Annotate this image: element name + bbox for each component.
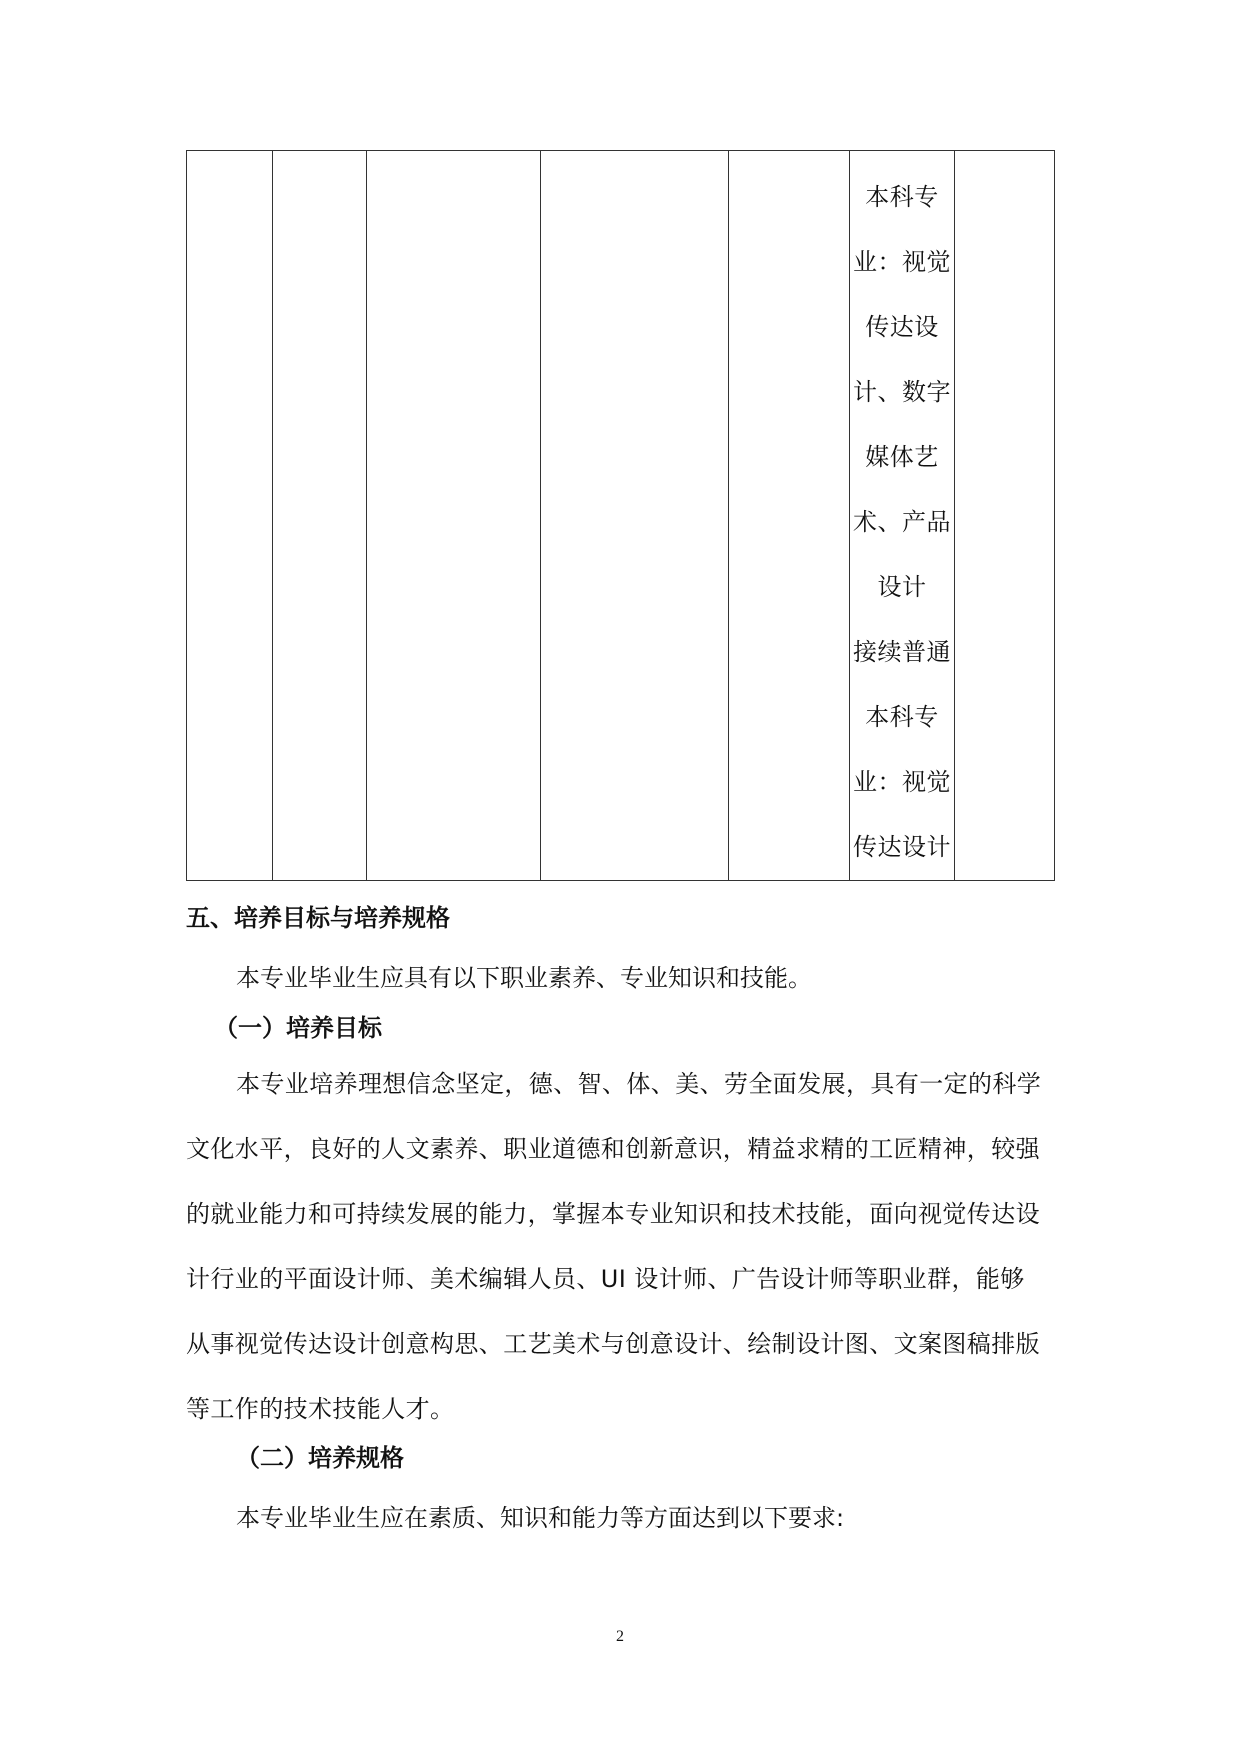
continuation-table bbox=[186, 150, 1055, 881]
paragraph-line: 的就业能力和可持续发展的能力，掌握本专业知识和技术技能，面向视觉传达设 bbox=[186, 1200, 1040, 1228]
note-line: 设计 bbox=[877, 573, 927, 601]
section-intro: 本专业毕业生应具有以下职业素养、专业知识和技能。 bbox=[236, 964, 812, 992]
note-line: 业：视觉 bbox=[853, 248, 951, 276]
subsection-heading-goals: （一）培养目标 bbox=[214, 1014, 382, 1042]
note-line: 业：视觉 bbox=[853, 768, 951, 796]
section-heading: 五、培养目标与培养规格 bbox=[186, 904, 450, 932]
page-number: 2 bbox=[616, 1628, 624, 1645]
table-row bbox=[187, 151, 1055, 881]
note-line: 接续普通 bbox=[853, 638, 951, 666]
note-line: 计、数字 bbox=[853, 378, 951, 406]
pathway-note-cell bbox=[850, 151, 955, 881]
note-line: 术、产品 bbox=[853, 508, 951, 536]
goals-paragraph bbox=[186, 1052, 1054, 1442]
table-cell bbox=[541, 151, 729, 881]
table-cell bbox=[729, 151, 850, 881]
paragraph-line: 从事视觉传达设计创意构思、工艺美术与创意设计、绘制设计图、文案图稿排版 bbox=[186, 1330, 1040, 1358]
note-line: 传达设 bbox=[865, 313, 939, 341]
note-line: 本科专 bbox=[865, 183, 939, 211]
paragraph-line: 计行业的平面设计师、美术编辑人员、UI 设计师、广告设计师等职业群，能够 bbox=[186, 1265, 1025, 1293]
table-cell bbox=[367, 151, 541, 881]
table-cell bbox=[187, 151, 273, 881]
specs-intro: 本专业毕业生应在素质、知识和能力等方面达到以下要求: bbox=[236, 1504, 845, 1532]
subsection-heading-specs: （二）培养规格 bbox=[236, 1444, 404, 1472]
note-line: 传达设计 bbox=[853, 833, 951, 861]
paragraph-line: 本专业培养理想信念坚定，德、智、体、美、劳全面发展，具有一定的科学 bbox=[236, 1070, 1042, 1098]
table-cell bbox=[955, 151, 1055, 881]
note-line: 本科专 bbox=[865, 703, 939, 731]
paragraph-line: 文化水平，良好的人文素养、职业道德和创新意识，精益求精的工匠精神，较强 bbox=[186, 1135, 1040, 1163]
note-line: 媒体艺 bbox=[865, 443, 939, 471]
paragraph-line: 等工作的技术技能人才。 bbox=[186, 1395, 455, 1423]
table-cell bbox=[273, 151, 367, 881]
